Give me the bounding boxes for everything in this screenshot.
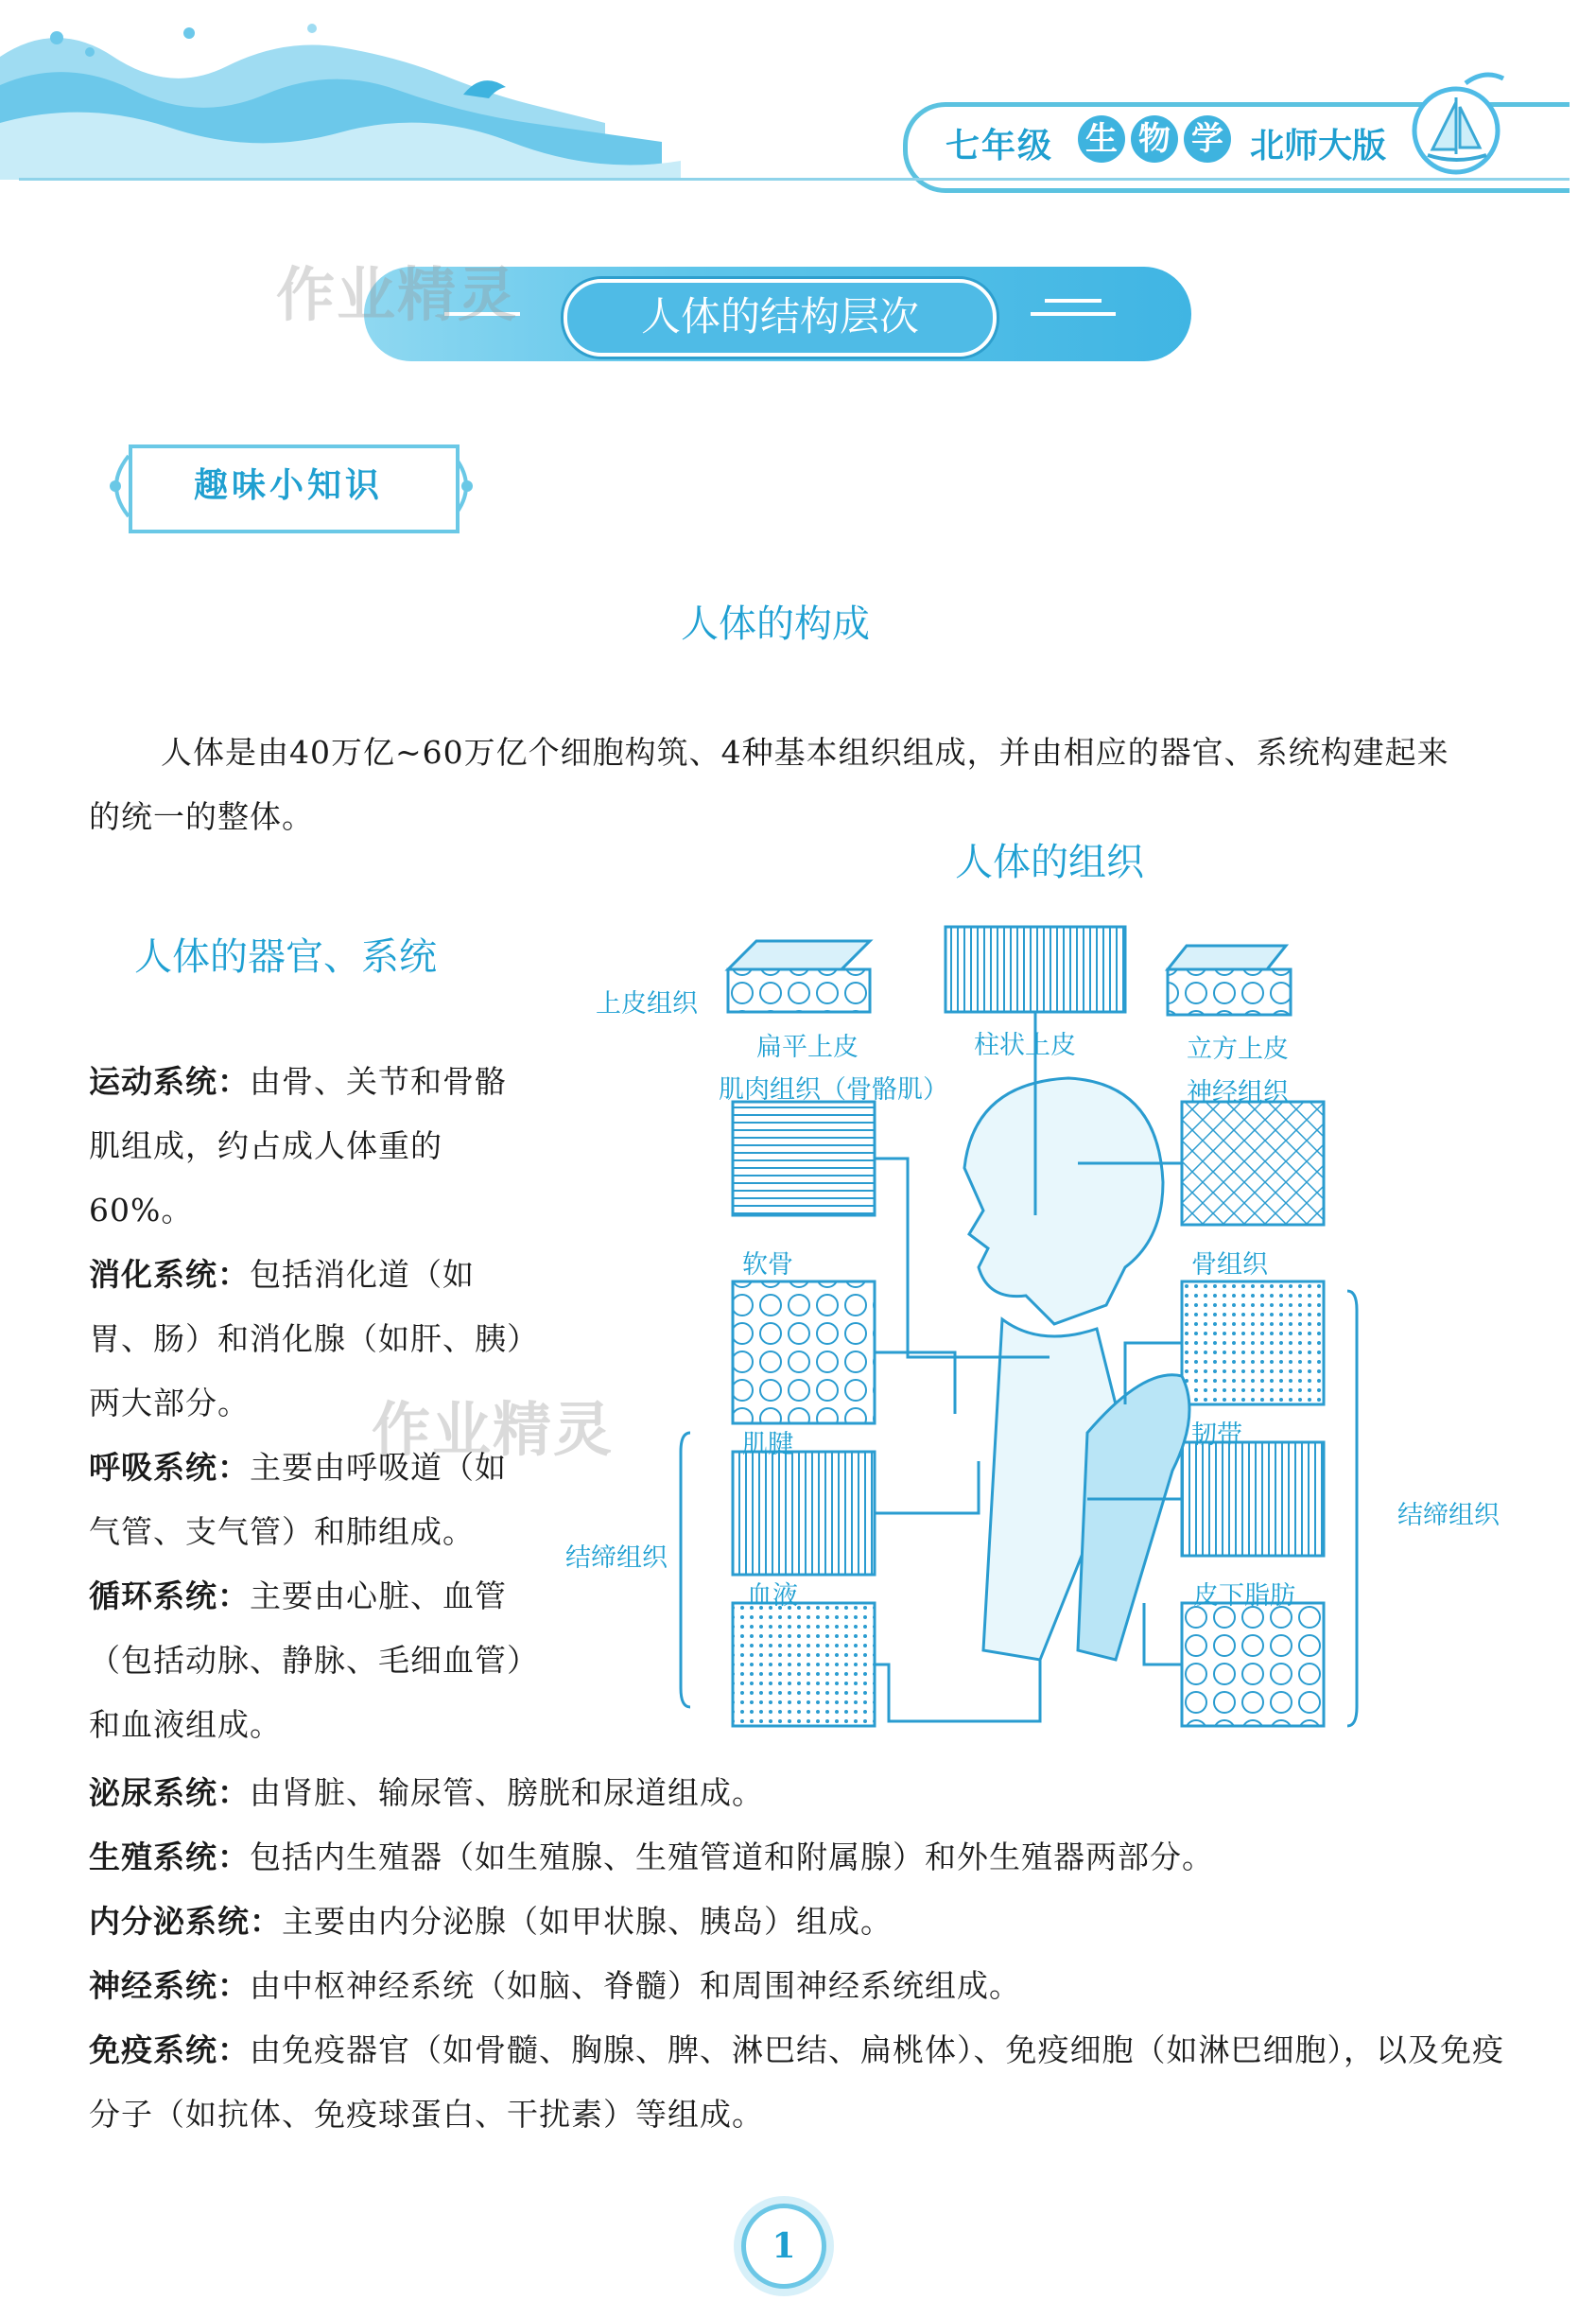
human-body-illustration (964, 1078, 1189, 1660)
composition-paragraph: 人体是由40万亿~60万亿个细胞构筑、4种基本组织组成，并由相应的器官、系统构建起来的统一的整体。 (89, 734, 1449, 835)
system-item (89, 1436, 524, 1564)
page-number: 1 (741, 2204, 826, 2289)
subject-char: 生 (1078, 115, 1125, 163)
cuboidal-epithelium-tile (1168, 946, 1291, 1015)
label-nerve: 神经组织 (1187, 1078, 1289, 1107)
subject-char: 学 (1184, 115, 1231, 163)
system-name: 消化系统： (89, 1256, 250, 1293)
tendon-tile (733, 1452, 875, 1575)
label-bone: 骨组织 (1191, 1250, 1268, 1280)
system-text: 包括内生殖器（如生殖腺、生殖管道和附属腺）和外生殖器两部分。 (250, 1839, 1214, 1875)
subject-char: 物 (1131, 115, 1178, 163)
system-name: 神经系统： (89, 1967, 250, 2004)
label-squamous: 扁平上皮 (756, 1033, 859, 1062)
system-name: 内分泌系统： (89, 1903, 282, 1940)
fun-facts-label: 趣味小知识 (193, 466, 383, 505)
subject-badges (1078, 115, 1231, 163)
bone-tissue-tile (1182, 1281, 1324, 1404)
system-text: 主要由呼吸道（如气管、支气管）和肺组成。 (89, 1449, 507, 1550)
label-connective-right: 结缔组织 (1397, 1501, 1500, 1530)
fat-tile (1182, 1603, 1324, 1726)
label-blood: 血液 (747, 1581, 798, 1611)
system-text: 由中枢神经系统（如脑、脊髓）和周围神经系统组成。 (250, 1967, 1021, 2004)
label-columnar: 柱状上皮 (974, 1031, 1076, 1060)
system-text: 主要由内分泌腺（如甲状腺、胰岛）组成。 (282, 1903, 893, 1940)
cartilage-tile (733, 1281, 875, 1423)
label-connective-left: 结缔组织 (565, 1543, 668, 1573)
label-cartilage: 软骨 (742, 1250, 793, 1280)
systems-narrow-block (89, 1050, 524, 1757)
label-muscle: 肌肉组织（骨骼肌） (719, 1075, 948, 1105)
label-fat: 皮下脂肪 (1193, 1581, 1295, 1611)
system-name: 运动系统： (89, 1063, 250, 1100)
system-name: 呼吸系统： (89, 1449, 250, 1486)
columnar-epithelium-tile (945, 927, 1125, 1012)
header-divider (19, 178, 1570, 181)
label-cuboidal: 立方上皮 (1187, 1035, 1289, 1064)
section-title: 人体的结构层次 (640, 293, 919, 340)
squamous-epithelium-tile (728, 941, 870, 1012)
nerve-tissue-tile (1182, 1102, 1324, 1225)
system-item (89, 1050, 524, 1243)
system-name: 循环系统： (89, 1577, 250, 1614)
system-text: 由骨、关节和骨骼肌组成，约占成人体重的60%。 (89, 1063, 507, 1229)
banner-right-ornament (1045, 299, 1102, 303)
edition-label: 北师大版 (1250, 126, 1387, 166)
tissue-heading: 人体的组织 (955, 841, 1144, 884)
system-item (89, 1825, 1507, 1890)
system-name: 泌尿系统： (89, 1774, 250, 1811)
blood-tile (733, 1603, 875, 1726)
sailboat-icon (1399, 64, 1522, 178)
organs-heading: 人体的器官、系统 (134, 935, 437, 979)
ligament-tile (1182, 1442, 1324, 1556)
composition-heading: 人体的构成 (681, 602, 870, 646)
system-item (89, 1890, 1507, 1954)
label-epithelial: 上皮组织 (596, 989, 698, 1019)
system-text: 主要由心脏、血管（包括动脉、静脉、毛细血管）和血液组成。 (89, 1577, 524, 1743)
watermark: 作业精灵 (276, 260, 519, 329)
grade-label: 七年级 (945, 126, 1054, 166)
watermark: 作业精灵 (372, 1395, 615, 1464)
system-name: 免疫系统： (89, 2031, 250, 2068)
tissue-diagram (558, 922, 1570, 1735)
label-ligament: 韧带 (1191, 1420, 1242, 1450)
skeletal-muscle-tile (733, 1102, 875, 1215)
system-text: 包括消化道（如胃、肠）和消化腺（如肝、胰）两大部分。 (89, 1256, 524, 1421)
system-item (89, 1243, 524, 1436)
label-tendon: 肌腱 (742, 1430, 793, 1459)
system-text: 由免疫器官（如骨髓、胸腺、脾、淋巴结、扁桃体）、免疫细胞（如淋巴细胞），以及免疫分子（如抗体、免疫球蛋白、干扰素）等组成。 (89, 2031, 1504, 2133)
system-item (89, 1761, 1507, 1825)
system-text: 由肾脏、输尿管、膀胱和尿道组成。 (250, 1774, 764, 1811)
system-item (89, 2018, 1507, 2147)
system-name: 生殖系统： (89, 1839, 250, 1875)
banner-right-ornament (1031, 312, 1116, 316)
system-item (89, 1564, 524, 1757)
system-item (89, 1954, 1507, 2018)
